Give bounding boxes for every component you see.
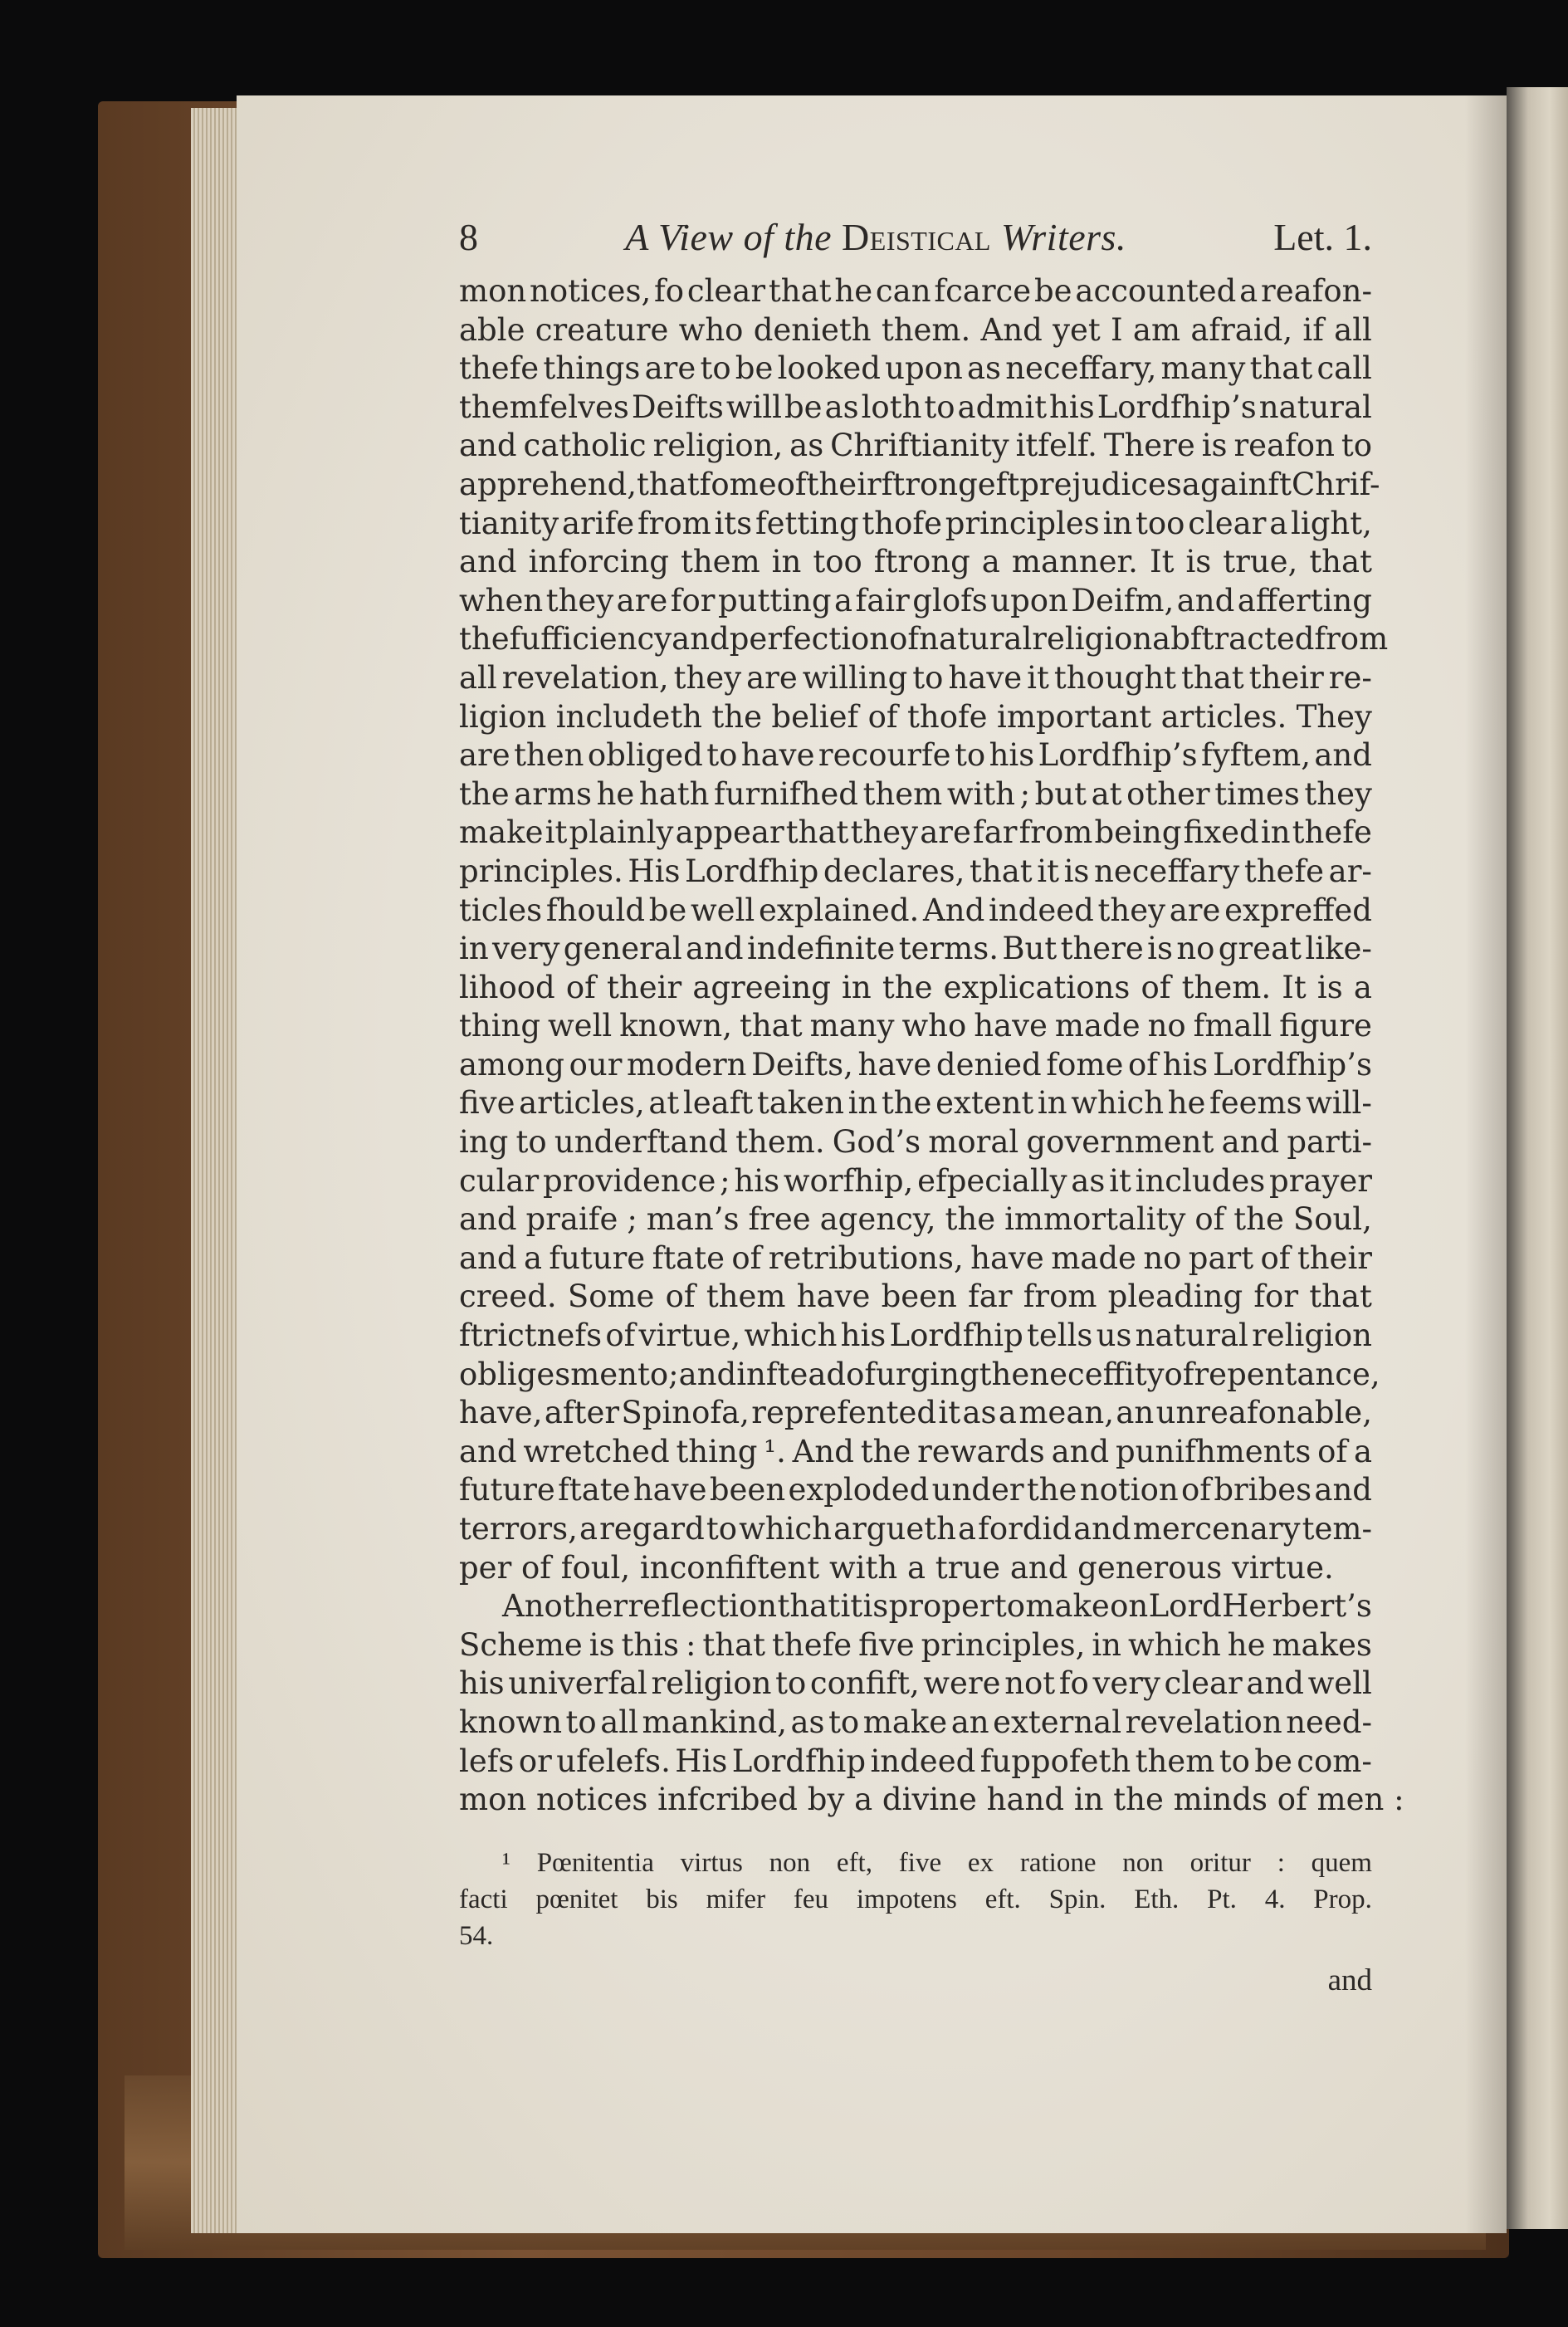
body-line: able creature who denieth them. And yet I am afraid, if all bbox=[459, 311, 1372, 348]
footnote-line: 54. bbox=[459, 1920, 494, 1951]
body-line: and praife ; man’s free agency, the immortality of the Soul, bbox=[459, 1201, 1372, 1238]
body-line: apprehend, that fome of their ftrongeft prejudices againft Chrif- bbox=[459, 466, 1380, 502]
body-line: tianity arife from its fetting thofe principles in too clear a light, bbox=[459, 505, 1372, 541]
body-line: when they are for putting a fair glofs upon Deifm, and afferting bbox=[459, 582, 1372, 618]
body-line: his univerfal religion to confift, were not fo very clear and well bbox=[459, 1665, 1372, 1702]
body-line: make it plainly appear that they are far from being fixed in thefe bbox=[459, 814, 1372, 851]
body-line: mon notices infcribed by a divine hand in the minds of men : bbox=[459, 1782, 1404, 1818]
body-line: cular providence ; his worfhip, efpecially as it includes prayer bbox=[459, 1162, 1372, 1199]
body-text bbox=[459, 272, 1404, 1820]
catchword: and bbox=[1327, 1963, 1372, 1997]
body-line: and inforcing them in too ftrong a manner. It is true, that bbox=[459, 544, 1372, 580]
page-text-block bbox=[459, 214, 1404, 2002]
body-line: all revelation, they are willing to have it thought that their re- bbox=[459, 659, 1372, 696]
body-line: and a future ftate of retributions, have made no part of their bbox=[459, 1239, 1372, 1276]
body-line: Another reflection that it is proper to make on Lord Herbert’s bbox=[502, 1588, 1372, 1625]
catchword-row bbox=[459, 1959, 1372, 2002]
body-line: are then obliged to have recourfe to his Lordfhip’s fyftem, and bbox=[459, 737, 1372, 774]
body-line: ing to underftand them. God’s moral government and parti- bbox=[459, 1124, 1372, 1161]
body-line: in very general and indefinite terms. But there is no great like- bbox=[459, 931, 1372, 967]
footnote-line: facti pœnitet bis mifer feu impotens eft. Spin. Eth. Pt. 4. Prop. bbox=[459, 1884, 1372, 1914]
body-line: creed. Some of them have been far from pleading for that bbox=[459, 1278, 1372, 1315]
body-line: thing well known, that many who have made no fmall figure bbox=[459, 1008, 1372, 1044]
running-title-smallcaps: Deistical bbox=[842, 216, 991, 258]
body-line: have, after Spinofa, reprefented it as a mean, an unreafonable, bbox=[459, 1395, 1372, 1431]
page-number: 8 bbox=[459, 216, 478, 258]
body-line: themfelves Deifts will be as loth to admit his Lordfhip’s natural bbox=[459, 389, 1372, 425]
running-title-italic-1: A View of the bbox=[625, 216, 833, 258]
letter-number: Let. 1. bbox=[1273, 216, 1372, 258]
body-line: lihood of their agreeing in the explications of them. It is a bbox=[459, 969, 1372, 1005]
body-line: five articles, at leaft taken in the extent in which he feems will- bbox=[459, 1085, 1372, 1122]
body-line: principles. His Lordfhip declares, that it is neceffary thefe ar- bbox=[459, 853, 1372, 889]
body-line: and wretched thing ¹. And the rewards and punifhments of a bbox=[459, 1433, 1372, 1469]
body-line: and catholic religion, as Chriftianity itfelf. There is reafon to bbox=[459, 428, 1372, 464]
body-line: obliges men to ; and inftead of urging the neceffity of repentance, bbox=[459, 1356, 1380, 1392]
footnote-line: ¹ Pœnitentia virtus non eft, five ex ratione non oritur : quem bbox=[502, 1847, 1372, 1878]
body-line: ligion includeth the belief of thofe important articles. They bbox=[459, 698, 1372, 735]
body-line: ticles fhould be well explained. And indeed they are expreffed bbox=[459, 892, 1372, 928]
facing-page-edge bbox=[1507, 87, 1568, 2229]
body-line: ftrictnefs of virtue, which his Lordfhip tells us natural religion bbox=[459, 1317, 1372, 1354]
body-line: mon notices, fo clear that he can fcarce be accounted a reafon- bbox=[459, 273, 1372, 309]
running-title bbox=[625, 214, 1126, 261]
body-line: future ftate have been exploded under the notion of bribes and bbox=[459, 1472, 1372, 1508]
body-line: known to all mankind, as to make an external revelation need- bbox=[459, 1704, 1372, 1740]
spine-shadow bbox=[1465, 95, 1507, 2233]
running-head bbox=[459, 214, 1372, 267]
body-line: per of foul, inconfiftent with a true and generous virtue. bbox=[459, 1549, 1334, 1586]
body-line: the fufficiency and perfection of natural religion abftracted from bbox=[459, 621, 1389, 658]
body-line: lefs or ufelefs. His Lordfhip indeed fuppofeth them to be com- bbox=[459, 1743, 1372, 1779]
body-line: Scheme is this : that thefe five principles, in which he makes bbox=[459, 1626, 1372, 1663]
body-line: among our modern Deifts, have denied fome of his Lordfhip’s bbox=[459, 1046, 1372, 1083]
body-line: thefe things are to be looked upon as neceffary, many that call bbox=[459, 350, 1372, 387]
running-title-italic-2: Writers. bbox=[1000, 216, 1126, 258]
body-line: terrors, a regard to which argueth a fordid and mercenary tem- bbox=[459, 1511, 1372, 1547]
body-line: the arms he hath furnifhed them with ; but at other times they bbox=[459, 775, 1372, 812]
footnote bbox=[459, 1845, 1372, 1954]
